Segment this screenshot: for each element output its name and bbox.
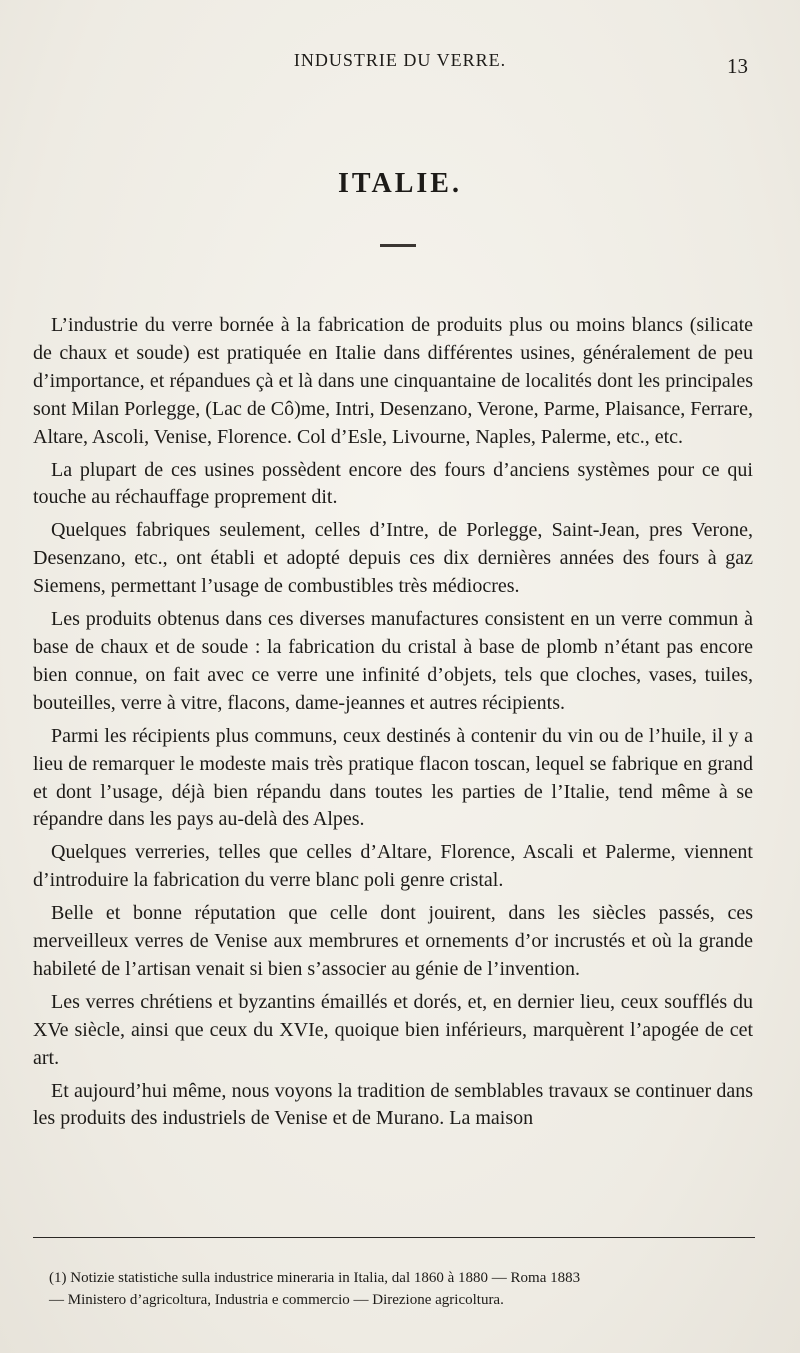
paragraph: Quelques verreries, telles que celles d’Altare, Florence, Ascali et Palerme, viennent d’introduire la fabrication du verre blanc poli genre cristal. [33, 841, 753, 892]
paragraph: Belle et bonne réputation que celle dont jouirent, dans les siècles passés, ces merveilleux verres de Venise aux membrures et ornements d’or incrustés et où la grande habileté de l’artisan venait si bien s’associer au génie de l’invention. [33, 902, 753, 980]
title-ornament-rule [380, 244, 416, 247]
paragraph: La plupart de ces usines possèdent encore des fours d’anciens systèmes pour ce qui touche au réchauffage proprement dit. [33, 458, 753, 509]
footnote-line: — Ministero d’agricoltura, Industria e commercio — Direzione agricoltura. [49, 1292, 504, 1308]
footnote [33, 1267, 755, 1311]
footnote-divider [33, 1237, 755, 1238]
paragraph: Les produits obtenus dans ces diverses manufactures consistent en un verre commun à base de chaux et de soude : la fabrication du cristal à base de plomb n’étant pas encore bien connue, on fait avec ce verre une infinité d’objets, tels que cloches, vases, tuiles, bouteilles, verre à vitre, flacons, dame-jeannes et autres récipients. [33, 608, 753, 714]
page-number: 13 [727, 54, 748, 78]
body-text [33, 312, 753, 1138]
paragraph: L’industrie du verre bornée à la fabrication de produits plus ou moins blancs (silicate de chaux et soude) est pratiquée en Italie dans différentes usines, généralement de peu d’importance, et répandues çà et là dans une cinquantaine de localités dont les principales sont Milan Porlegge, (Lac de Cô)me, Intri, Desenzano, Verone, Parme, Plaisance, Ferrare, Altare, Ascoli, Venise, Florence. Col d’Esle, Livourne, Naples, Palerme, etc., etc. [33, 314, 753, 448]
footnote-line: (1) Notizie statistiche sulla industrice mineraria in Italia, dal 1860 à 1880 — Roma 1883 [49, 1270, 581, 1286]
paragraph: Les verres chrétiens et byzantins émaillés et dorés, et, en dernier lieu, ceux soufflés du XVe siècle, ainsi que ceux du XVIe, quoique bien inférieurs, marquèrent l’apogée de cet art. [33, 990, 753, 1069]
section-title: ITALIE. [338, 168, 462, 199]
paragraph: Parmi les récipients plus communs, ceux destinés à contenir du vin ou de l’huile, il y a lieu de remarquer le modeste mais très pratique flacon toscan, lequel se fabrique en grand et dont l’usage, déjà bien répandu dans toutes les parties de l’Italie, tend même à se répandre dans les pays au-delà des Alpes. [33, 724, 753, 831]
paragraph: Quelques fabriques seulement, celles d’Intre, de Porlegge, Saint-Jean, pres Verone, Desenzano, etc., ont établi et adopté depuis ces dix dernières années des fours à gaz Siemens, permettant l’usage de combustibles très médiocres. [33, 519, 753, 598]
paragraph: Et aujourd’hui même, nous voyons la tradition de semblables travaux se continuer dans les produits des industriels de Venise et de Murano. La maison [33, 1079, 753, 1130]
running-head: INDUSTRIE DU VERRE. [293, 50, 507, 70]
